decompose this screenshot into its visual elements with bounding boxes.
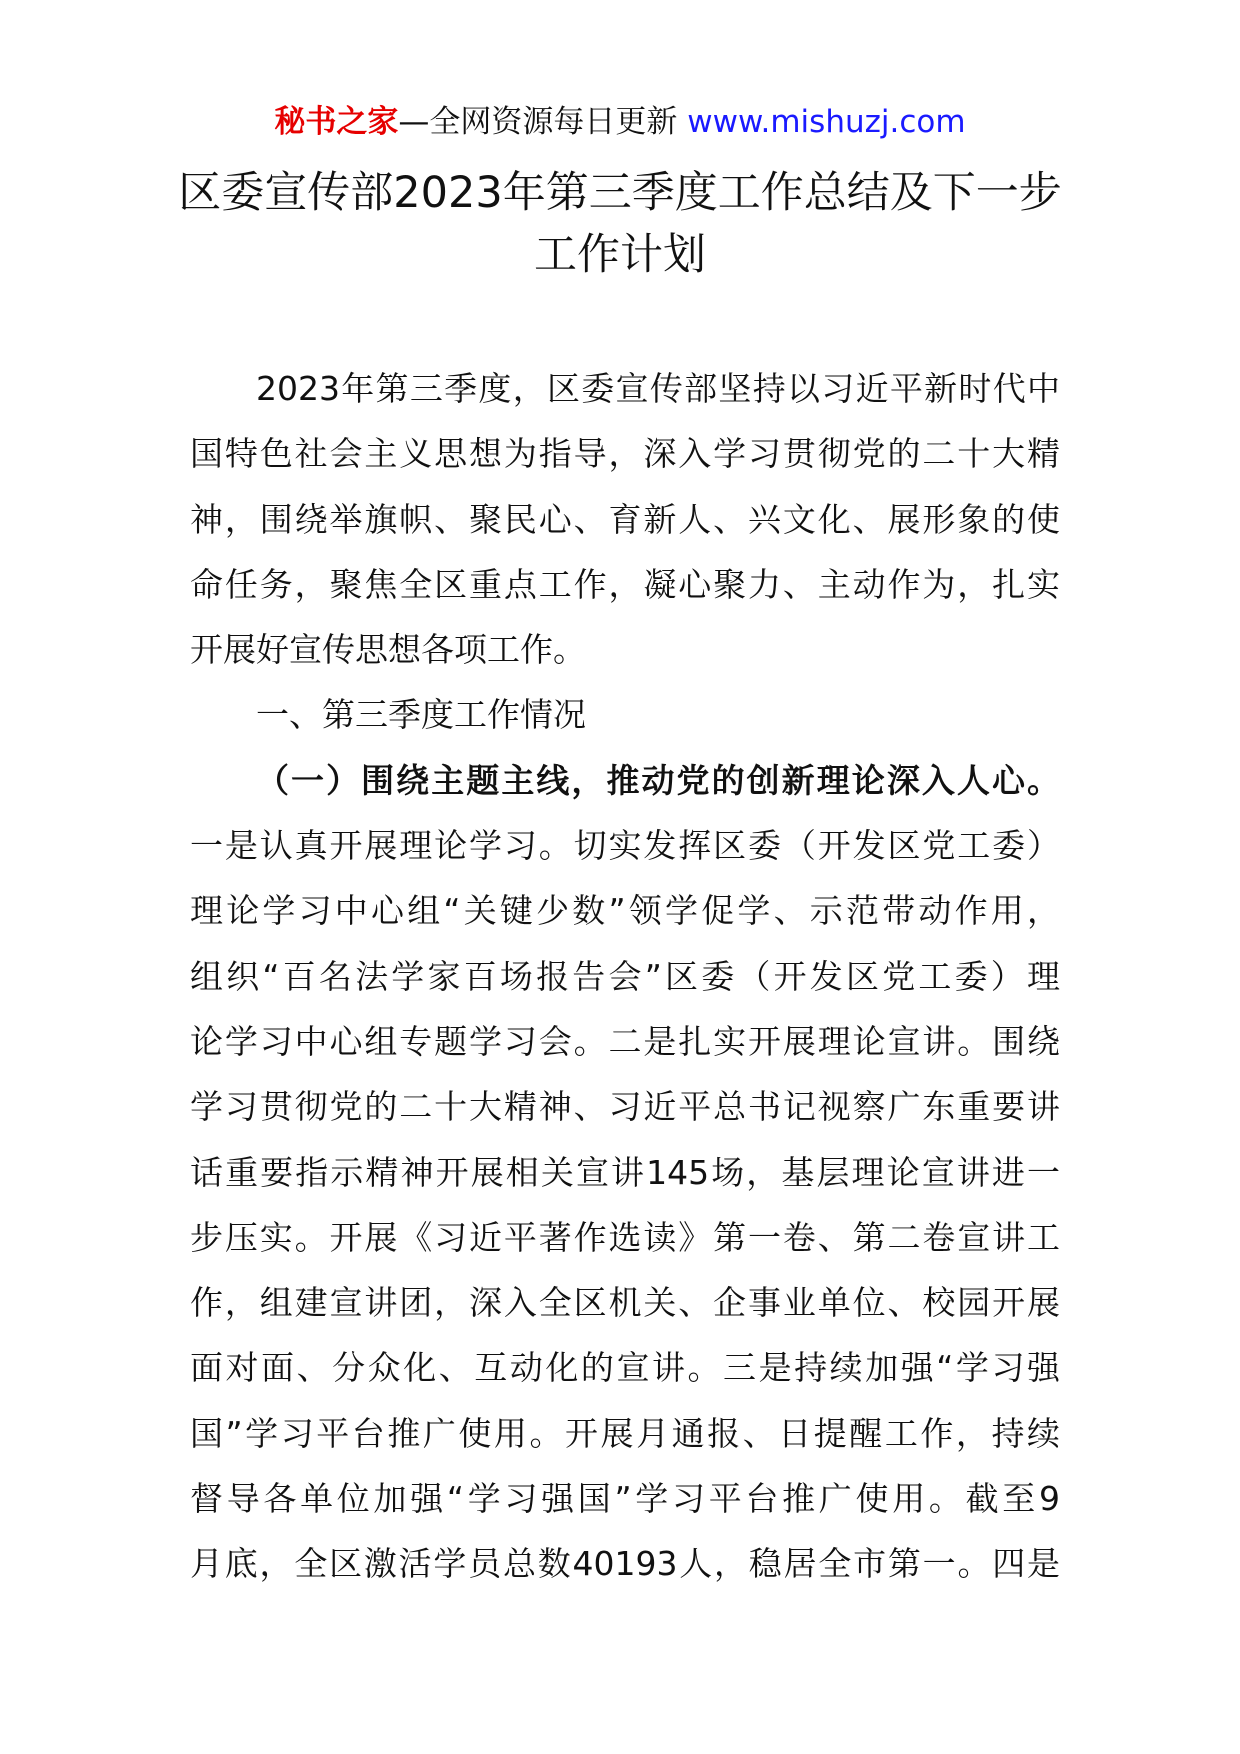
body-line: 国”学习平台推广使用。开展月通报、日提醒工作，持续 [190, 1413, 1060, 1453]
header-tagline: —全网资源每日更新 [398, 104, 688, 140]
body-line: 作，组建宣讲团，深入全区机关、企事业单位、校园开展 [190, 1283, 1060, 1323]
title-line-1: 区委宣传部2023年第三季度工作总结及下一步 [178, 168, 1062, 218]
body-line: 神，围绕举旗帜、聚民心、育新人、兴文化、展形象的使 [190, 499, 1060, 539]
site-url-link[interactable]: www.mishuzj.com [687, 104, 966, 140]
body-line: 2023年第三季度，区委宣传部坚持以习近平新时代中 [256, 369, 1060, 408]
body-line: 话重要指示精神开展相关宣讲145场，基层理论宣讲进一 [190, 1152, 1060, 1192]
body-line: 命任务，聚焦全区重点工作，凝心聚力、主动作为，扎实 [190, 564, 1060, 604]
body-line: 理论学习中心组“关键少数”领学促学、示范带动作用， [190, 891, 1060, 931]
section-heading: 一、第三季度工作情况 [256, 695, 586, 735]
title-line-2: 工作计划 [534, 230, 706, 280]
brand-name: 秘书之家 [274, 104, 399, 140]
body-line: 论学习中心组专题学习会。二是扎实开展理论宣讲。围绕 [190, 1021, 1060, 1061]
subsection-heading: （一）围绕主题主线，推动党的创新理论深入人心。 [256, 760, 1060, 800]
body-line: 督导各单位加强“学习强国”学习平台推广使用。截至9 [190, 1479, 1060, 1519]
document-title [150, 162, 1090, 286]
body-line: 组织“百名法学家百场报告会”区委（开发区党工委）理 [190, 956, 1060, 996]
body-line: 开展好宣传思想各项工作。 [190, 630, 586, 670]
body-line: 一是认真开展理论学习。切实发挥区委（开发区党工委） [190, 826, 1060, 866]
document-body [190, 356, 1060, 1597]
body-line: 面对面、分众化、互动化的宣讲。三是持续加强“学习强 [190, 1348, 1060, 1388]
body-line: 国特色社会主义思想为指导，深入学习贯彻党的二十大精 [190, 434, 1060, 474]
site-header [0, 100, 1240, 144]
body-line: 步压实。开展《习近平著作选读》第一卷、第二卷宣讲工 [190, 1217, 1060, 1257]
body-line: 学习贯彻党的二十大精神、习近平总书记视察广东重要讲 [190, 1087, 1060, 1127]
body-line: 月底，全区激活学员总数40193人，稳居全市第一。四是 [190, 1544, 1060, 1584]
